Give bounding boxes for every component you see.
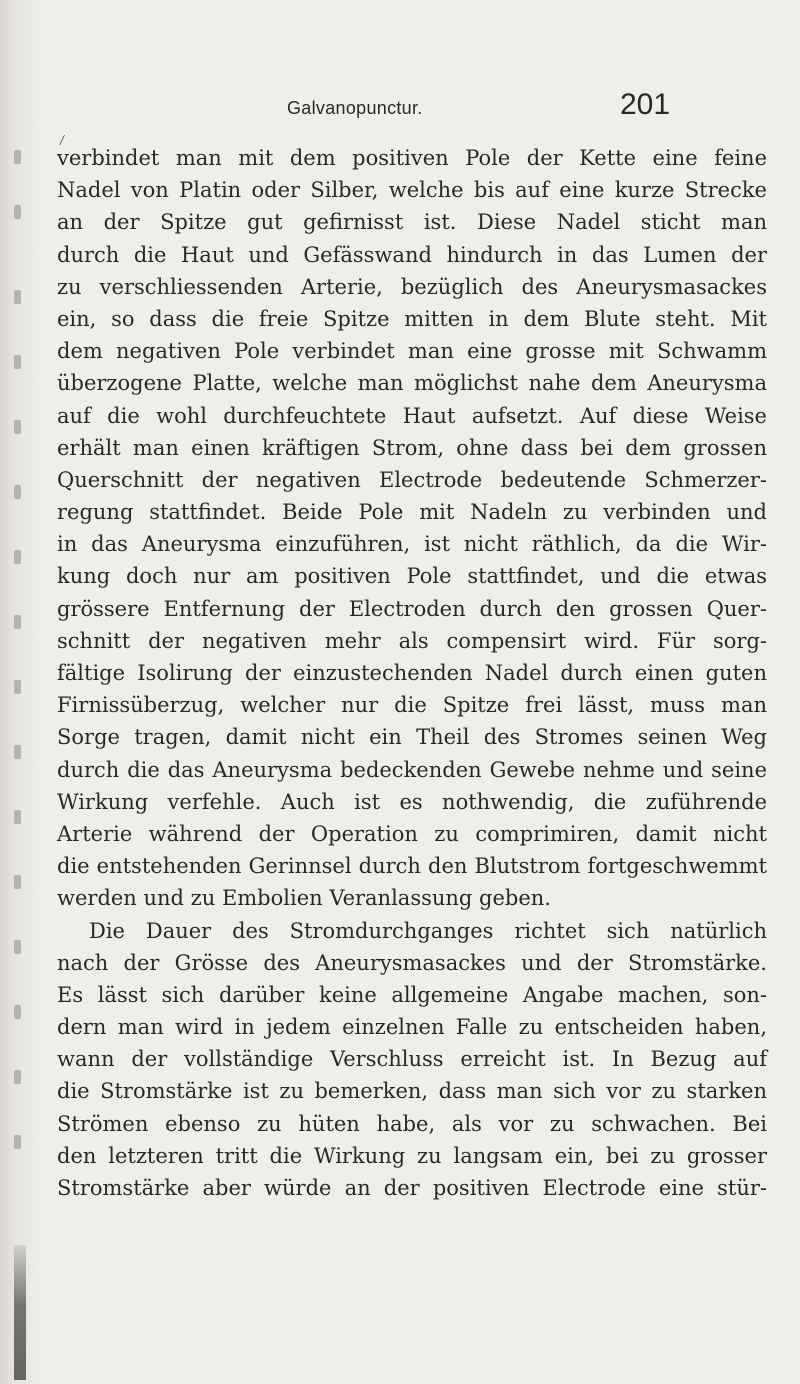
text-line: Die Dauer des Stromdurchganges richtet sich natürlich xyxy=(89,918,767,943)
text-line: dern man wird in jedem einzelnen Falle zu entscheiden haben, xyxy=(57,1015,767,1040)
text-line: durch die Haut und Gefässwand hindurch in das Lumen der xyxy=(57,242,767,267)
gutter-mark xyxy=(14,205,21,219)
text-line: Es lässt sich darüber keine allgemeine Angabe machen, son- xyxy=(57,982,767,1007)
paragraph-2 xyxy=(57,915,767,1205)
text-line: werden und zu Embolien Veranlassung geben. xyxy=(57,886,551,911)
text-line: in das Aneurysma einzuführen, ist nicht räthlich, da die Wir- xyxy=(57,532,767,557)
print-mark: / xyxy=(60,133,65,147)
text-line: grössere Entfernung der Electroden durch den grossen Quer- xyxy=(57,596,767,621)
text-line: kung doch nur am positiven Pole stattfindet, und die etwas xyxy=(57,564,767,589)
text-line: durch die das Aneurysma bedeckenden Gewebe nehme und seine xyxy=(57,757,767,782)
gutter-mark xyxy=(14,810,21,824)
gutter-mark xyxy=(14,355,21,369)
text-line: nach der Grösse des Aneurysmasackes und der Stromstärke. xyxy=(57,950,767,975)
gutter-mark xyxy=(14,1005,21,1019)
running-title: Galvanopunctur. xyxy=(287,98,423,118)
text-line: auf die wohl durchfeuchtete Haut aufsetzt. Auf diese Weise xyxy=(57,403,767,428)
text-line: Arterie während der Operation zu comprimiren, damit nicht xyxy=(57,821,767,846)
text-line: schnitt der negativen mehr als compensirt wird. Für sorg- xyxy=(57,628,767,653)
text-line: die entstehenden Gerinnsel durch den Blutstrom fortgeschwemmt xyxy=(57,854,767,879)
gutter-mark xyxy=(14,680,21,694)
text-line: verbindet man mit dem positiven Pole der Kette eine feine xyxy=(57,146,767,170)
gutter-mark xyxy=(14,745,21,759)
text-line: die Stromstärke ist zu bemerken, dass man sich vor zu starken xyxy=(57,1079,767,1104)
body-text xyxy=(57,142,767,1204)
text-line: ein, so dass die freie Spitze mitten in dem Blute steht. Mit xyxy=(57,306,767,331)
text-line: erhält man einen kräftigen Strom, ohne dass bei dem grossen xyxy=(57,435,767,460)
gutter-mark xyxy=(14,940,21,954)
text-line: Strömen ebenso zu hüten habe, als vor zu schwachen. Bei xyxy=(57,1111,767,1136)
text-line: regung stattfindet. Beide Pole mit Nadeln zu verbinden und xyxy=(57,500,767,525)
gutter-mark xyxy=(14,290,21,304)
text-line: Wirkung verfehle. Auch ist es nothwendig, die zuführende xyxy=(57,789,767,814)
text-line: fältige Isolirung der einzustechenden Nadel durch einen guten xyxy=(57,661,767,685)
page-number: 201 xyxy=(620,88,671,121)
text-line: an der Spitze gut gefirnisst ist. Diese Nadel sticht man xyxy=(57,210,767,235)
text-line: zu verschliessenden Arterie, bezüglich des Aneurysmasackes xyxy=(57,274,767,299)
gutter-mark xyxy=(14,485,21,499)
page-gutter-edge xyxy=(0,0,42,1384)
gutter-mark xyxy=(14,550,21,564)
gutter-mark xyxy=(14,875,21,889)
gutter-mark xyxy=(14,420,21,434)
text-line: Sorge tragen, damit nicht ein Theil des Stromes seinen Weg xyxy=(57,725,767,750)
text-line: überzogene Platte, welche man möglichst nahe dem Aneurysma xyxy=(57,371,767,396)
gutter-mark xyxy=(14,615,21,629)
text-line: Nadel von Platin oder Silber, welche bis auf eine kurze Strecke xyxy=(57,178,767,203)
text-line: Stromstärke aber würde an der positiven Electrode eine stür- xyxy=(57,1176,767,1200)
binding-shadow xyxy=(14,1245,26,1380)
text-line: Firnissüberzug, welcher nur die Spitze frei lässt, muss man xyxy=(57,693,767,718)
gutter-mark xyxy=(14,1070,21,1084)
text-line: dem negativen Pole verbindet man eine grosse mit Schwamm xyxy=(57,339,767,364)
gutter-mark xyxy=(14,150,21,164)
paragraph-1 xyxy=(57,142,767,915)
text-line: Querschnitt der negativen Electrode bedeutende Schmerzer- xyxy=(57,467,767,492)
text-line: wann der vollständige Verschluss erreicht ist. In Bezug auf xyxy=(57,1047,767,1072)
gutter-mark xyxy=(14,1135,21,1149)
text-line: den letzteren tritt die Wirkung zu langsam ein, bei zu grosser xyxy=(57,1143,767,1168)
